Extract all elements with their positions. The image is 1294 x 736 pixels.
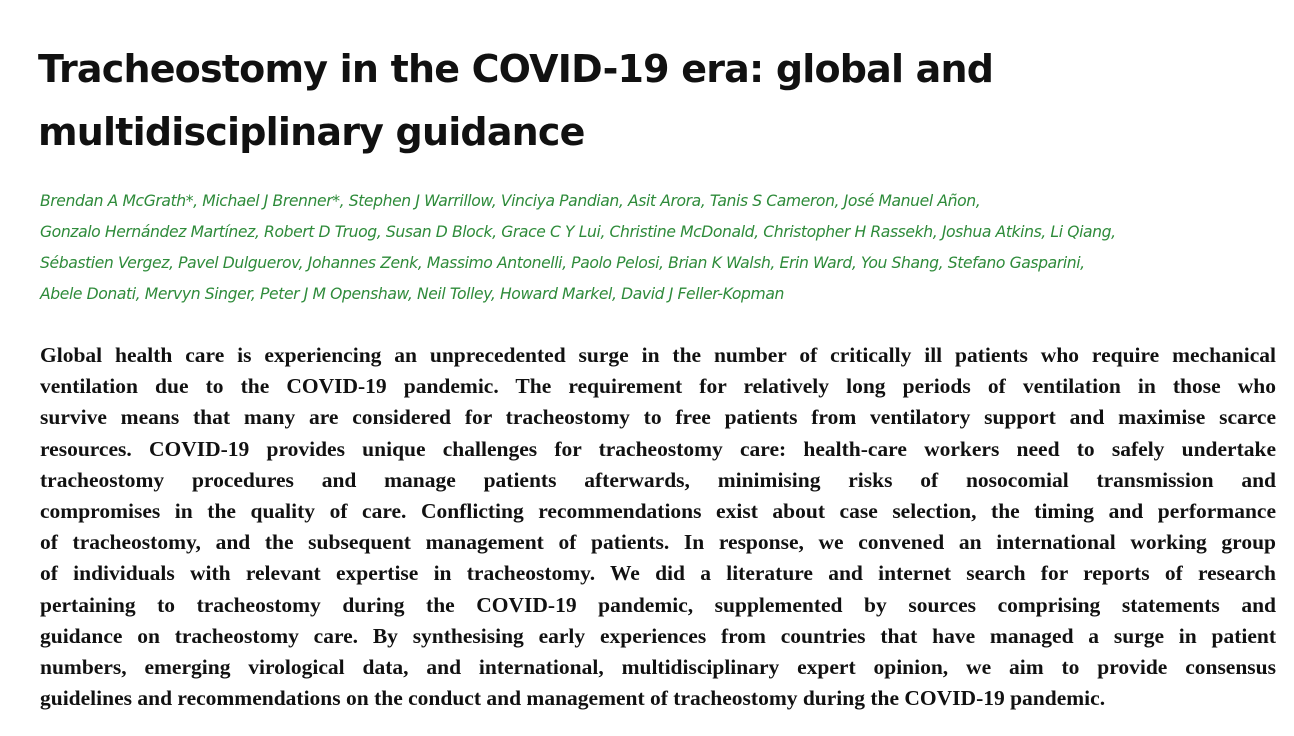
article-title [38,38,1238,164]
abstract-line: Global health care is experiencing an unprecedented surge in the number of critically ill patients who require mechanical [40,343,1276,367]
abstract-line: resources. COVID-19 provides unique challenges for tracheostomy care: health-care workers need to safely undertake [40,436,1276,461]
abstract-line: pertaining to tracheostomy during the COVID-19 pandemic, supplemented by sources comprising statements and [40,592,1276,617]
abstract-line: ventilation due to the COVID-19 pandemic. The requirement for relatively long periods of ventilation in those who [40,374,1276,399]
title-line: Tracheostomy in the COVID-19 era: global and [38,47,994,91]
author-line: Brendan A McGrath*, Michael J Brenner*, Stephen J Warrillow, Vinciya Pandian, Asit Arora, Tanis S Cameron, José Manuel Añon, [40,192,981,210]
abstract-line: compromises in the quality of care. Conflicting recommendations exist about case selection, the timing and performance [40,498,1276,523]
title-line: multidisciplinary guidance [38,110,585,154]
abstract-line: of individuals with relevant expertise in tracheostomy. We did a literature and internet search for reports of research [40,561,1276,586]
abstract-line: numbers, emerging virological data, and international, multidisciplinary expert opinion, we aim to provide consensus [40,654,1276,679]
author-list [40,186,1280,310]
abstract-line: tracheostomy procedures and manage patients afterwards, minimising risks of nosocomial transmission and [40,467,1276,492]
abstract [40,340,1276,714]
author-line: Abele Donati, Mervyn Singer, Peter J M Openshaw, Neil Tolley, Howard Markel, David J Feller-Kopman [40,285,784,303]
abstract-line: guidance on tracheostomy care. By synthesising early experiences from countries that have managed a surge in patient [40,623,1276,648]
author-line: Gonzalo Hernández Martínez, Robert D Truog, Susan D Block, Grace C Y Lui, Christine McDonald, Christopher H Rassekh, Joshua Atkins, Li Qiang, [40,223,1116,241]
abstract-line: guidelines and recommendations on the conduct and management of tracheostomy during the COVID-19 pandemic. [40,686,1106,711]
abstract-line: of tracheostomy, and the subsequent management of patients. In response, we convened an international working group [40,530,1276,555]
abstract-line: survive means that many are considered for tracheostomy to free patients from ventilatory support and maximise scarce [40,405,1276,430]
author-line: Sébastien Vergez, Pavel Dulguerov, Johannes Zenk, Massimo Antonelli, Paolo Pelosi, Brian K Walsh, Erin Ward, You Shang, Stefano Gasparini, [40,254,1085,272]
